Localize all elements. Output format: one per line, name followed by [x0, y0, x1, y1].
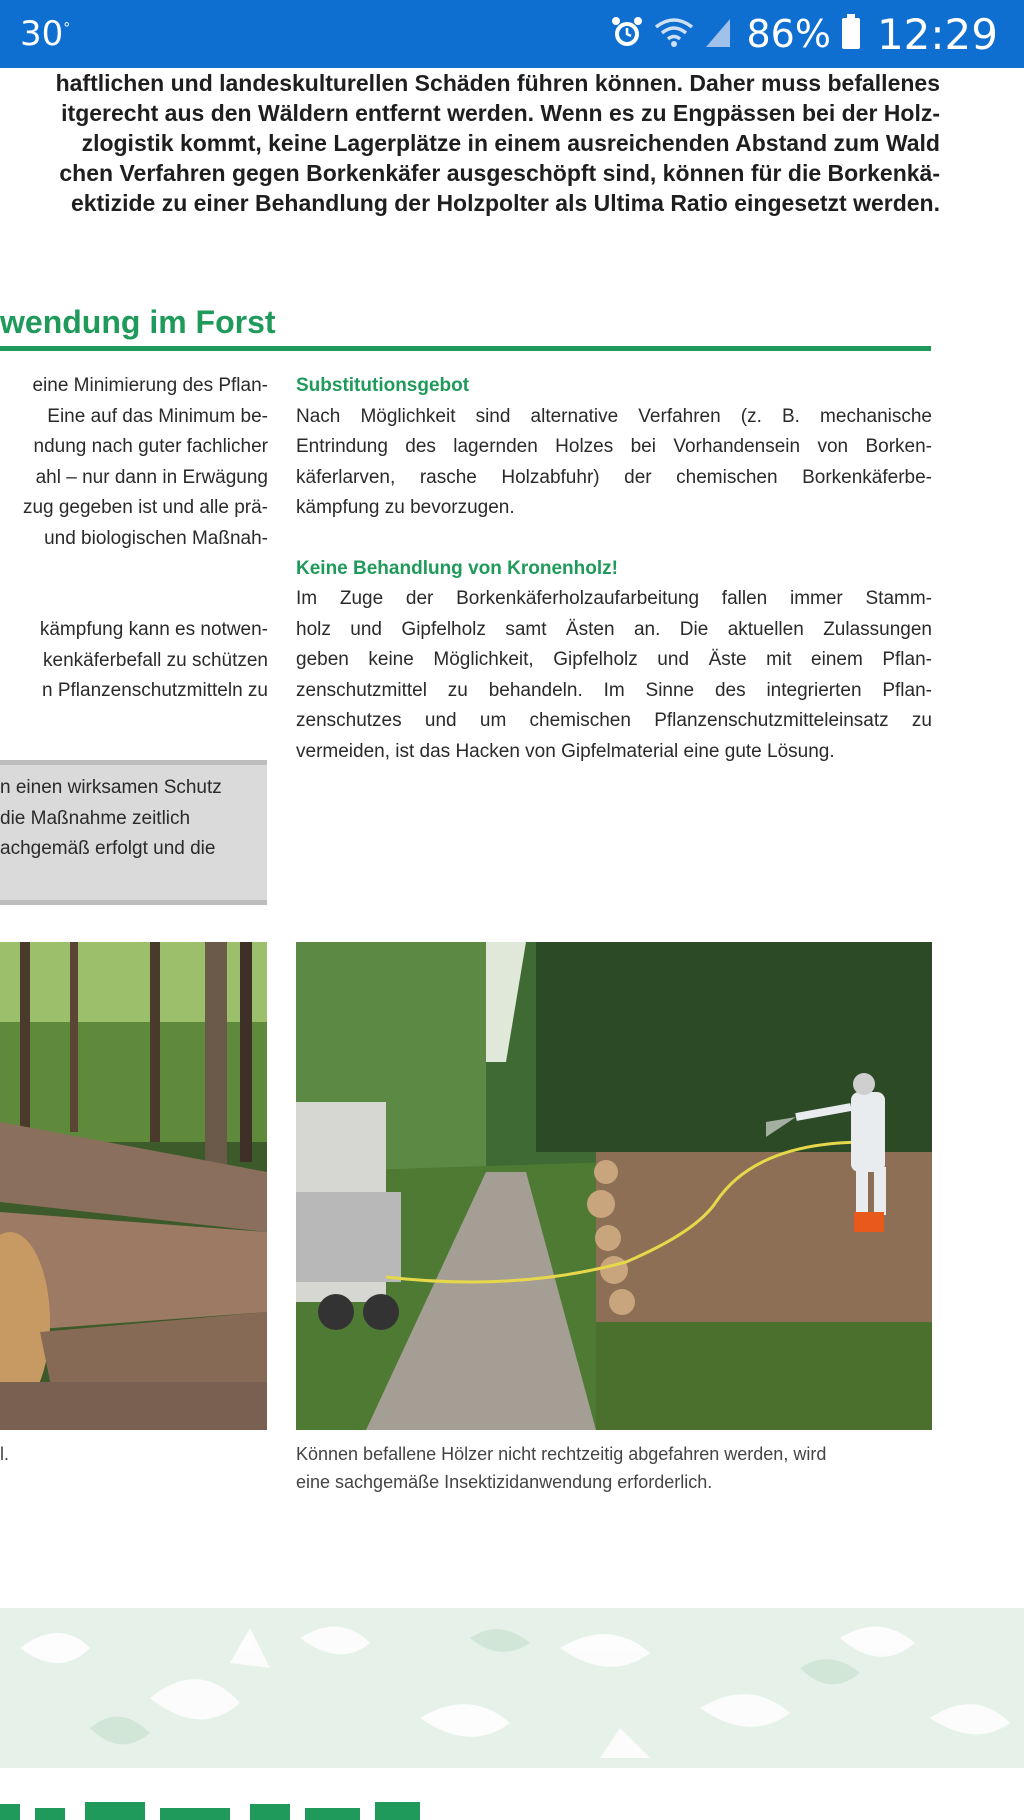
info-box-line: n einen wirksamen Schutz — [0, 777, 222, 798]
info-box-line: achgemäß erfolgt und die — [0, 838, 216, 859]
weather-temperature: 30° — [20, 14, 71, 54]
battery-icon — [841, 14, 861, 54]
text-line: ahl – nur dann in Erwägung — [35, 466, 268, 488]
intro-line: zlogistik kommt, keine Lagerplätze in einem ausreichenden Abstand zum Wald — [81, 130, 940, 156]
signal-icon — [704, 15, 732, 53]
text-line: zug gegeben ist und alle prä- — [22, 497, 268, 518]
photo-insecticide-spraying — [296, 942, 932, 1430]
text-line: vermeiden, ist das Hacken von Gipfelmaterial eine gute Lösung. — [296, 740, 835, 762]
intro-line: chen Verfahren gegen Borkenkäfer ausgeschöpft sind, können für die Borkenkä- — [59, 160, 940, 186]
text-line: zenschutzes und um chemischen Pflanzenschutzmitteleinsatz zu — [296, 710, 932, 731]
caption-line: eine sachgemäße Insektizidanwendung erforderlich. — [296, 1472, 713, 1492]
section-divider — [0, 346, 931, 351]
text-line: kämpfung kann es notwen- — [39, 619, 268, 640]
heading-crown-wood: Keine Behandlung von Kronenholz! — [296, 557, 618, 579]
photo-logs-closeup — [0, 942, 267, 1430]
intro-line: ektizide zu einer Behandlung der Holzpolter als Ultima Ratio eingesetzt werden. — [70, 190, 940, 216]
right-column-text — [296, 371, 932, 767]
text-line: geben keine Möglichkeit, Gipfelholz und Äste mit einem Pflan- — [296, 649, 932, 670]
left-column-text — [0, 371, 268, 707]
text-line: Eine auf das Minimum be- — [47, 405, 268, 427]
photo-caption-right — [296, 1440, 932, 1496]
status-icons — [610, 10, 998, 58]
text-line: Nach Möglichkeit sind alternative Verfahren (z. B. mechanische — [296, 405, 932, 427]
text-line: n Pflanzenschutzmitteln zu — [41, 680, 268, 701]
document-page — [0, 68, 1024, 1820]
info-box-line: die Maßnahme zeitlich — [0, 807, 191, 829]
text-line: ndung nach guter fachlicher — [33, 436, 268, 457]
section-title: wendung im Forst — [0, 304, 276, 340]
intro-line: itgerecht aus den Wäldern entfernt werden. Wenn es zu Engpässen bei der Holz- — [61, 100, 940, 126]
text-line: Entrindung des lagernden Holzes bei Vorhandensein von Borken- — [296, 436, 932, 457]
text-line: Im Zuge der Borkenkäferholzaufarbeitung fallen immer Stamm- — [296, 588, 932, 609]
battery-percent: 86% — [746, 12, 831, 56]
heading-substitution: Substitutionsgebot — [296, 375, 470, 396]
text-line: zenschutzmittel zu behandeln. Im Sinne des integrierten Pflan- — [296, 679, 932, 701]
text-line: holz und Gipfelholz samt Ästen an. Die aktuellen Zulassungen — [296, 618, 932, 640]
alarm-icon — [610, 15, 644, 53]
wifi-icon — [654, 15, 694, 53]
clock: 12:29 — [876, 9, 998, 59]
status-bar — [0, 0, 1024, 68]
text-line: und biologischen Maßnah- — [44, 527, 268, 549]
photo-caption-left: l. — [0, 1444, 9, 1464]
text-line: eine Minimierung des Pflan- — [32, 375, 268, 396]
intro-paragraph — [0, 68, 940, 218]
info-box — [0, 760, 267, 905]
text-line: käferlarven, rasche Holzabfuhr) der chemischen Borkenkäferbe- — [296, 466, 932, 488]
next-section-title-cutoff — [0, 1796, 1024, 1820]
decorative-leaf-band — [0, 1608, 1024, 1768]
intro-line: haftlichen und landeskulturellen Schäden führen können. Daher muss befallenes — [55, 70, 940, 96]
text-line: kenkäferbefall zu schützen — [43, 649, 268, 671]
text-line: kämpfung zu bevorzugen. — [296, 497, 515, 518]
caption-line: Können befallene Hölzer nicht rechtzeitig abgefahren werden, wird — [296, 1444, 827, 1464]
